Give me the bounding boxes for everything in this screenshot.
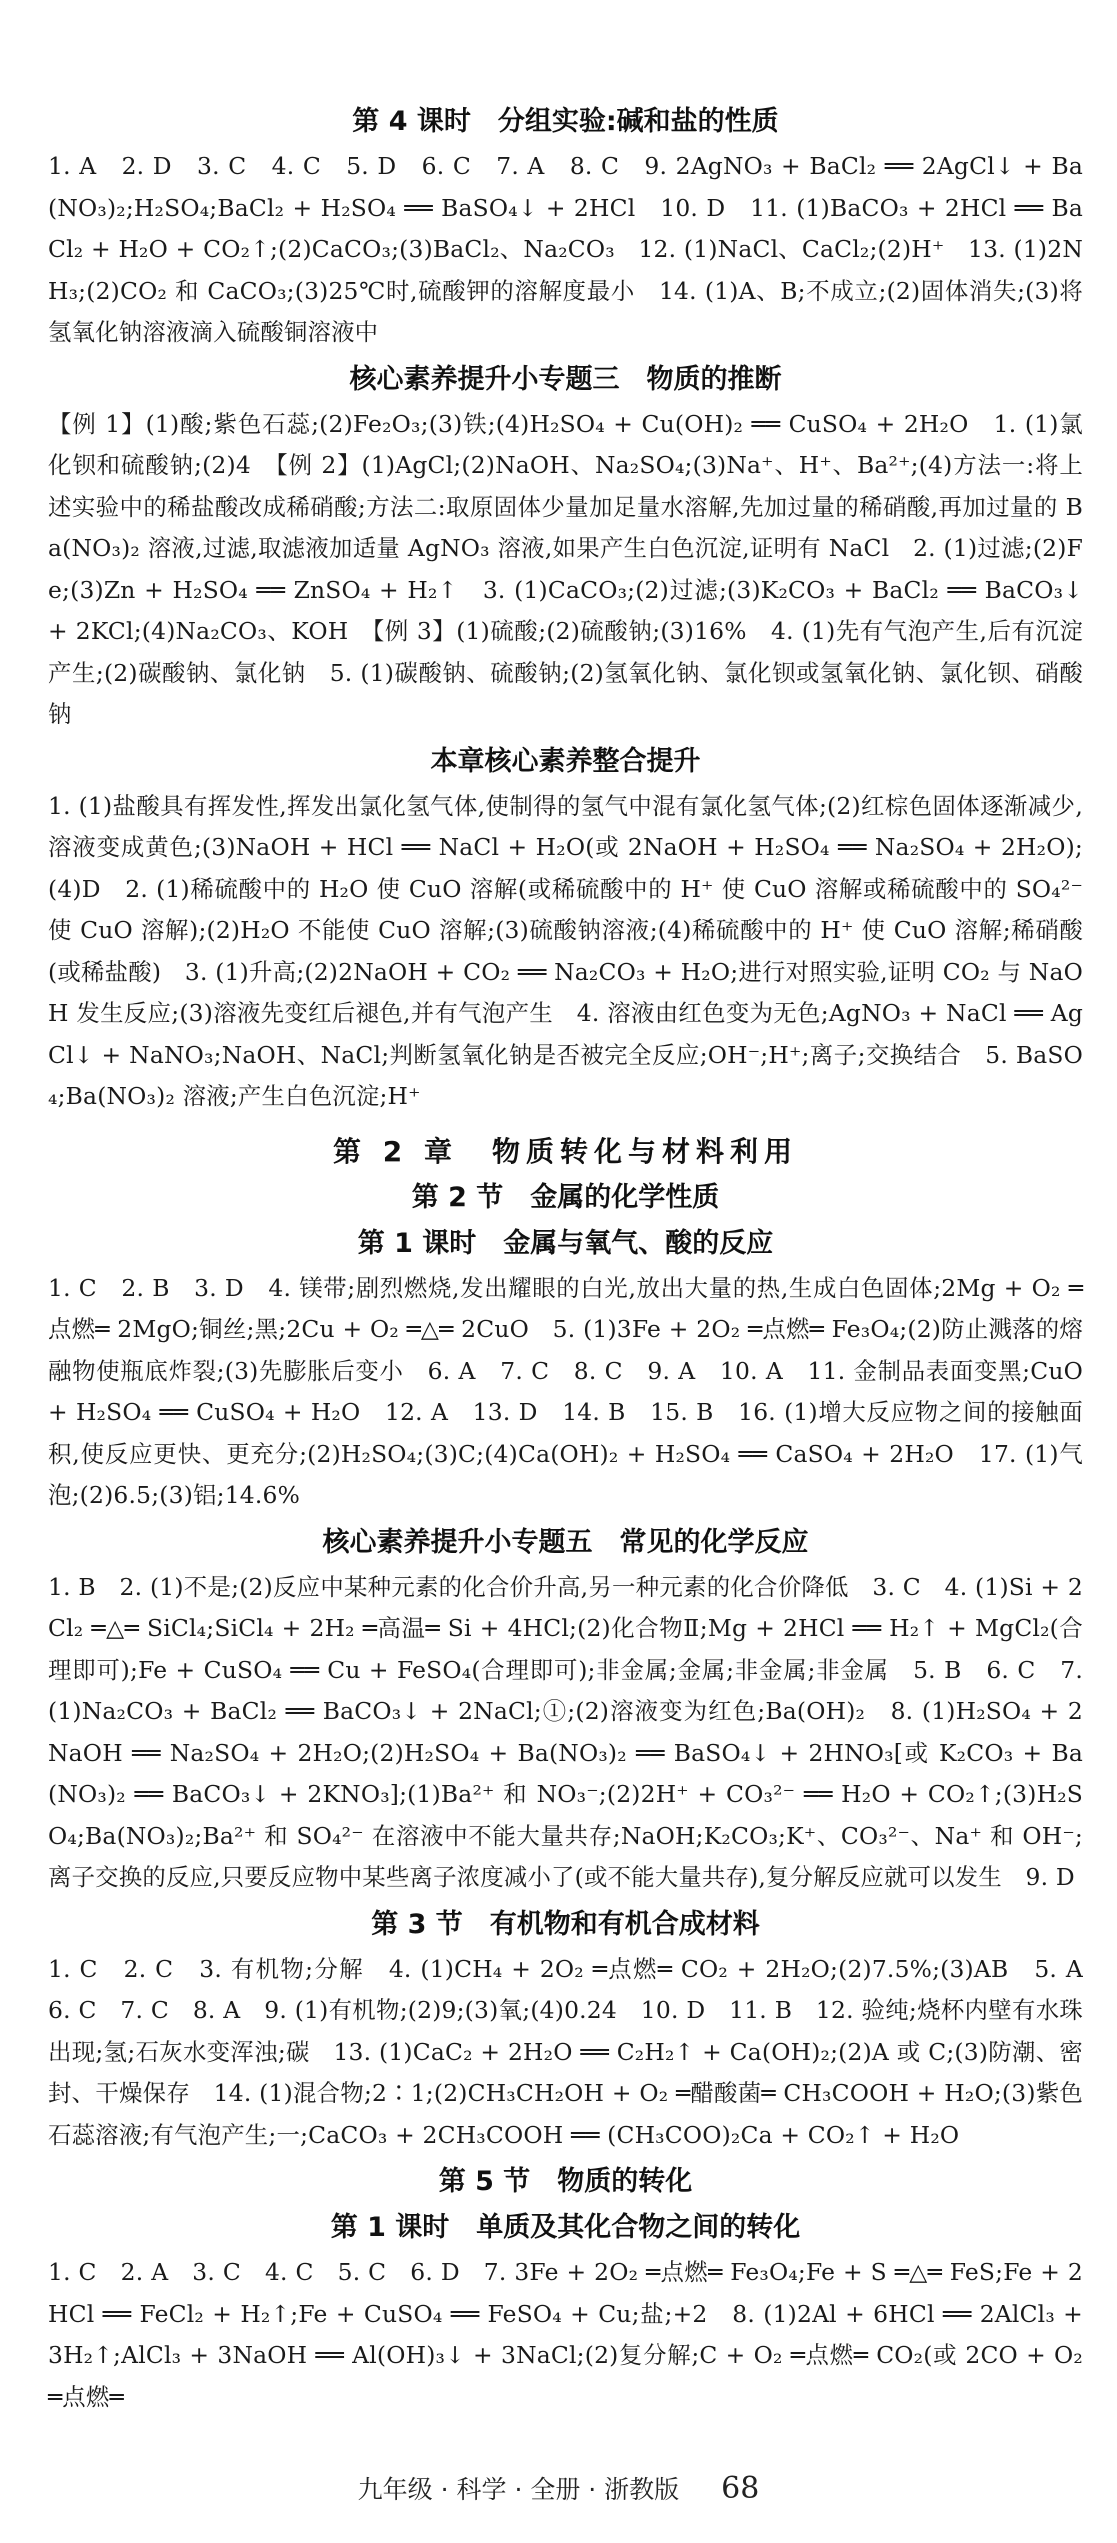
lesson-heading: 第 1 课时 单质及其化合物之间的转化 [330,2212,801,2243]
section-heading: 第 3 节 有机物和有机合成材料 [371,1908,760,1940]
page-number: 68 [721,2471,760,2506]
answer-paragraph: 1. A 2. D 3. C 4. C 5. D 6. C 7. A 8. C 9. 2AgNO₃ + BaCl₂ ══ 2AgCl↓ + Ba(NO₃)₂;H₂SO₄;BaCl₂ + H₂SO₄ ══ BaSO₄↓ + 2HCl 10. D 11. (1)BaCO₃ + 2HCl ══ BaCl₂ + H₂O + CO₂↑;(2)CaCO₃;(3)BaCl₂、Na₂CO₃ 12. (1)NaCl、CaCl₂;(2)H⁺ 13. (1)2NH₃;(2)CO₂ 和 CaCO₃;(3)25℃时,硫酸钾的溶解度最小 14. (1)A、B;不成立;(2)固体消失;(3)将氢氧化钠溶液滴入硫酸铜溶液中 [48,152,1083,346]
section-chapter-review [48,742,1083,1118]
section-transformation [48,2208,1083,2418]
answer-paragraph: 1. (1)盐酸具有挥发性,挥发出氯化氢气体,使制得的氢气中混有氯化氢气体;(2)红棕色固体逐渐减少,溶液变成黄色;(3)NaOH + HCl ══ NaCl + H₂O(或 2NaOH + H₂SO₄ ══ Na₂SO₄ + 2H₂O);(4)D 2. (1)稀硫酸中的 H₂O 使 CuO 溶解(或稀硫酸中的 H⁺ 使 CuO 溶解或稀硫酸中的 SO₄²⁻ 使 CuO 溶解);(2)H₂O 不能使 CuO 溶解;(3)硫酸钠溶液;(4)稀硫酸中的 H⁺ 使 CuO 溶解;稀硝酸(或稀盐酸) 3. (1)升高;(2)2NaOH + CO₂ ══ Na₂CO₃ + H₂O;进行对照实验,证明 CO₂ 与 NaOH 发生反应;(3)溶液先变红后褪色,并有气泡产生 4. 溶液由红色变为无色;AgNO₃ + NaCl ══ AgCl↓ + NaNO₃;NaOH、NaCl;判断氢氧化钠是否被完全反应;OH⁻;H⁺;离子;交换结合 5. BaSO₄;Ba(NO₃)₂ 溶液;产生白色沉淀;H⁺ [48,791,1083,1110]
answer-paragraph: 【例 1】(1)酸;紫色石蕊;(2)Fe₂O₃;(3)铁;(4)H₂SO₄ + Cu(OH)₂ ══ CuSO₄ + 2H₂O 1. (1)氯化钡和硫酸钠;(2)4 【例 2】(1)AgCl;(2)NaOH、Na₂SO₄;(3)Na⁺、H⁺、Ba²⁺;(4)方法一:将上述实验中的稀盐酸改成稀硝酸;方法二:取原固体少量加足量水溶解,先加过量的稀硝酸,再加过量的 Ba(NO₃)₂ 溶液,过滤,取滤液加适量 AgNO₃ 溶液,如果产生白色沉淀,证明有 NaCl 2. (1)过滤;(2)Fe;(3)Zn + H₂SO₄ ══ ZnSO₄ + H₂↑ 3. (1)CaCO₃;(2)过滤;(3)K₂CO₃ + BaCl₂ ══ BaCO₃↓ + 2KCl;(4)Na₂CO₃、KOH 【例 3】(1)硫酸;(2)硫酸钠;(3)16% 4. (1)先有气泡产生,后有沉淀产生;(2)碳酸钠、氯化钠 5. (1)碳酸钠、硫酸钠;(2)氢氧化钠、氯化钡或氢氧化钠、氯化钡、硝酸钠 [48,409,1083,728]
section-organic [48,1905,1107,2157]
answer-paragraph: 1. C 2. B 3. D 4. 镁带;剧烈燃烧,发出耀眼的白光,放出大量的热,生成白色固体;2Mg + O₂ ═点燃═ 2MgO;铜丝;黑;2Cu + O₂ ═△═ 2CuO 5. (1)3Fe + 2O₂ ═点燃═ Fe₃O₄;(2)防止溅落的熔融物使瓶底炸裂;(3)先膨胀后变小 6. A 7. C 8. C 9. A 10. A 11. 金制品表面变黑;CuO + H₂SO₄ ══ CuSO₄ + H₂O 12. A 13. D 14. B 15. B 16. (1)增大反应物之间的接触面积,使反应更快、更充分;(2)H₂SO₄;(3)C;(4)Ca(OH)₂ + H₂SO₄ ══ CaSO₄ + 2H₂O 17. (1)气泡;(2)6.5;(3)铝;14.6% [48,1273,1083,1509]
page-footer [0,2470,1117,2506]
answer-paragraph: 1. B 2. (1)不是;(2)反应中某种元素的化合价升高,另一种元素的化合价降低 3. C 4. (1)Si + 2Cl₂ ═△═ SiCl₄;SiCl₄ + 2H₂ ═高温═ Si + 4HCl;(2)化合物Ⅱ;Mg + 2HCl ══ H₂↑ + MgCl₂(合理即可);Fe + CuSO₄ ══ Cu + FeSO₄(合理即可);非金属;金属;非金属;非金属 5. B 6. C 7. (1)Na₂CO₃ + BaCl₂ ══ BaCO₃↓ + 2NaCl;①;(2)溶液变为红色;Ba(OH)₂ 8. (1)H₂SO₄ + 2NaOH ══ Na₂SO₄ + 2H₂O;(2)H₂SO₄ + Ba(NO₃)₂ ══ BaSO₄↓ + 2HNO₃[或 K₂CO₃ + Ba(NO₃)₂ ══ BaCO₃↓ + 2KNO₃];(1)Ba²⁺ 和 NO₃⁻;(2)2H⁺ + CO₃²⁻ ══ H₂O + CO₂↑;(3)H₂SO₄;Ba(NO₃)₂;Ba²⁺ 和 SO₄²⁻ 在溶液中不能大量共存;NaOH;K₂CO₃;K⁺、CO₃²⁻、Na⁺ 和 OH⁻;离子交换的反应,只要反应物中某些离子浓度减小了(或不能大量共存),复分解反应就可以发生 9. D [48,1572,1083,1891]
footer-label: 九年级 · 科学 · 全册 · 浙教版 [357,2475,680,2504]
section-heading: 本章核心素养整合提升 [430,745,701,777]
section-topic-5 [48,1523,1083,1899]
section-heading: 核心素养提升小专题三 物质的推断 [349,363,782,395]
section-lesson-4 [48,102,1083,354]
lesson-heading: 第 1 课时 金属与氧气、酸的反应 [357,1227,774,1259]
section-heading: 第 2 节 金属的化学性质 [411,1181,720,1213]
section-heading: 第 4 课时 分组实验:碱和盐的性质 [352,106,779,137]
section-heading: 第 5 节 物质的转化 [438,2166,693,2197]
answer-paragraph: 1. C 2. C 3. 有机物;分解 4. (1)CH₄ + 2O₂ ═点燃═ CO₂ + 2H₂O;(2)7.5%;(3)AB 5. A 6. C 7. C 8. A 9. (1)有机物;(2)9;(3)氧;(4)0.24 10. D 11. B 12. 验纯;烧杯内壁有水珠出现;氢;石灰水变浑浊;碳 13. (1)CaC₂ + 2H₂O ══ C₂H₂↑ + Ca(OH)₂;(2)A 或 C;(3)防潮、密封、干燥保存 14. (1)混合物;2∶1;(2)CH₃CH₂OH + O₂ ═醋酸菌═ CH₃COOH + H₂O;(3)紫色石蕊溶液;有气泡产生;一;CaCO₃ + 2CH₃COOH ══ (CH₃COO)₂Ca + CO₂↑ + H₂O [48,1954,1107,2149]
answer-paragraph: 1. C 2. A 3. C 4. C 5. C 6. D 7. 3Fe + 2O₂ ═点燃═ Fe₃O₄;Fe + S ═△═ FeS;Fe + 2HCl ══ FeCl₂ + H₂↑;Fe + CuSO₄ ══ FeSO₄ + Cu;盐;+2 8. (1)2Al + 6HCl ══ 2AlCl₃ + 3H₂↑;AlCl₃ + 3NaOH ══ Al(OH)₃↓ + 3NaCl;(2)复分解;C + O₂ ═点燃═ CO₂(或 2CO + O₂ ═点燃═ [48,2258,1083,2411]
section-topic-3 [48,360,1083,736]
chapter-heading: 第 2 章 物质转化与材料利用 [333,1134,798,1168]
section-metal-oxygen-acid [48,1224,1083,1517]
section-heading: 核心素养提升小专题五 常见的化学反应 [322,1526,809,1558]
